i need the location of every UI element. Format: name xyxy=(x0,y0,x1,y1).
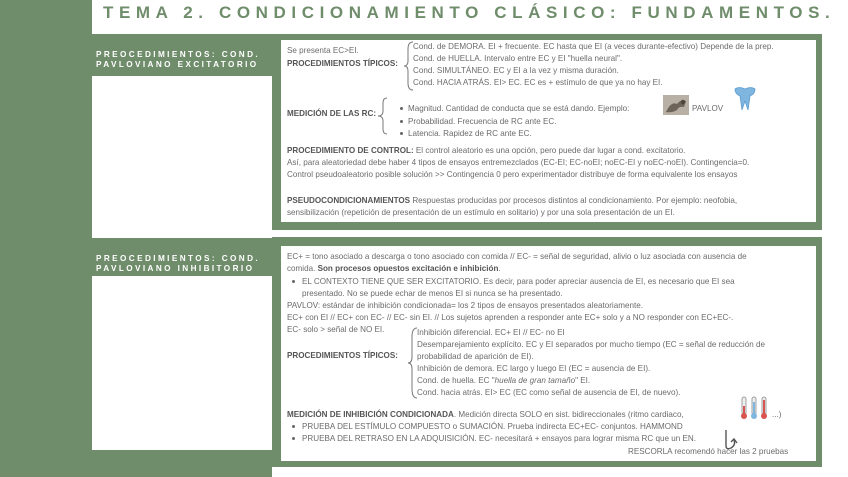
s1-medicion-item: Magnitud. Cantidad de conducta que se está dando. Ejemplo: xyxy=(408,104,630,113)
s1-medicion-label: MEDICIÓN DE LAS RC: xyxy=(287,109,377,118)
s2-pavlov-line: PAVLOV: estándar de inhibición condicionada= los 2 tipos de ensayos presentados aleatoriamente. xyxy=(287,301,643,310)
s1-proc-item: Cond. de DEMORA. EI + frecuente. EC hasta que EI (a veces durante-efectivo) Depende de la prep. xyxy=(413,42,774,51)
thermometer-icon xyxy=(740,395,770,421)
s1-proc-item: Cond. HACIA ATRÁS. EI> EC. EC es + estímulo de que ya no hay EI. xyxy=(413,78,663,87)
s1-medicion-item: Latencia. Rapidez de RC ante EC. xyxy=(408,129,532,138)
s2-proc-huella: Cond. de huella. EC "huella de gran tamaño" EI. xyxy=(417,376,591,385)
s1-pseudo-line2: sensibilización (repetición de presentación de un estímulo en solitario) y por una sola presentación de un EI. xyxy=(287,208,675,217)
s1-medicion-brace xyxy=(378,97,388,135)
sidebar-panel-2 xyxy=(92,276,272,450)
author-name: ANDREA GONZÁLEZ SANTOS xyxy=(96,457,247,466)
s2-rescorla: RESCORLA recomendó hacer las 2 pruebas xyxy=(628,447,789,456)
s1-control-line3: Control pseudoaleatorio posible solución >> Contingencia 0 pero experimentador distribuye de forma equivalente los ensayos xyxy=(287,170,738,179)
s1-control-line2: Así, para aleatoriedad debe haber 4 tipos de ensayos entremezclados (EC-EI; EC-noEI; noEC-EI y noEC-noEI). Contingencia=0. xyxy=(287,158,750,167)
s2-ec-solo: EC- solo > señal de NO EI. xyxy=(287,325,385,334)
s1-pseudo: PSEUDOCONDICIONAMIENTOS Respuestas producidas por procesos distintos al condicionamiento. Por ejemplo: neofobia, xyxy=(287,196,738,205)
s1-proc-item: Cond. SIMULTÁNEO. EC y EI a la vez y misma duración. xyxy=(413,66,619,75)
s2-line1: EC+ = tono asociado a descarga o tono asociado con comida // EC- = señal de seguridad, alivio o luz asociada con ausencia de xyxy=(287,252,747,261)
s2-bullet: PRUEBA DEL RETRASO EN LA ADQUISICIÓN. EC- necesitará + ensayos para lograr misma RC que un EN. xyxy=(302,434,696,443)
page-title: TEMA 2. CONDICIONAMIENTO CLÁSICO: FUNDAMENTOS. xyxy=(103,3,836,22)
s2-bullet: PRUEBA DEL ESTÍMULO COMPUESTO o SUMACIÓN. Prueba indirecta EC+EC- conjuntos. HAMMOND xyxy=(302,422,683,431)
sidebar-panel-1 xyxy=(92,76,272,238)
s1-medicion-item: Probabilidad. Frecuencia de RC ante EC. xyxy=(408,117,557,126)
s2-proc-hacia-atras: Cond. hacia atrás. EI> EC (EC como señal de ausencia de EI, de nuevo). xyxy=(417,388,681,397)
section1-label: PREOCEDIMIENTOS: COND. PAVLOVIANO EXCITATORIO xyxy=(96,50,261,69)
s1-intro: Se presenta EC>EI. xyxy=(287,46,359,55)
tooth-icon xyxy=(733,86,757,112)
s2-proc-item: probabilidad de aparición de EI). xyxy=(417,352,534,361)
s1-procedimientos-label: PROCEDIMIENTOS TÍPICOS: xyxy=(287,59,398,68)
s2-procedimientos-label: PROCEDIMIENTOS TÍPICOS: xyxy=(287,351,398,360)
dog-photo-icon xyxy=(663,95,689,115)
s2-ec-line: EC+ con EI // EC+ con EC- // EC- sin EI. // Los sujetos aprenden a responder ante EC+ solo y a NO responder con EC+EC-. xyxy=(287,313,734,322)
pavlov-caption: PAVLOV xyxy=(692,104,724,113)
s1-proc-item: Cond. de HUELLA. Intervalo entre EC y EI "huella neural". xyxy=(413,54,623,63)
s2-line2: comida. Son procesos opuestos excitación e inhibición. xyxy=(287,264,501,273)
s2-proc-item: Inhibición diferencial. EC+ EI // EC- no EI xyxy=(417,328,565,337)
s2-bullet1-line2: presentado. No se puede echar de menos EI si nunca se ha presentado. xyxy=(302,289,563,298)
s1-control: PROCEDIMIENTO DE CONTROL: El control aleatorio es una opción, pero puede dar lugar a cond. excitatorio. xyxy=(287,146,686,155)
section2-label: PREOCEDIMIENTOS: COND. PAVLOVIANO INHIBITORIO xyxy=(96,254,261,273)
s2-bullet1-line1: EL CONTEXTO TIENE QUE SER EXCITATORIO. Es decir, para poder apreciar ausencia de EI, es necesario que EI sea xyxy=(302,277,735,286)
s2-proc-item: Desemparejamiento explícito. EC y EI separados por mucho tiempo (EC = señal de reducción de xyxy=(417,340,765,349)
s2-medicion: MEDICIÓN DE INHIBICIÓN CONDICIONADA. Medición directa SOLO en sist. bidireccionales (ritmo cardiaco, xyxy=(287,410,684,419)
s2-medicion-end: ...) xyxy=(772,410,782,419)
s2-proc-item: Inhibición de demora. EC largo y luego EI (EC = ausencia de EI). xyxy=(417,364,651,373)
